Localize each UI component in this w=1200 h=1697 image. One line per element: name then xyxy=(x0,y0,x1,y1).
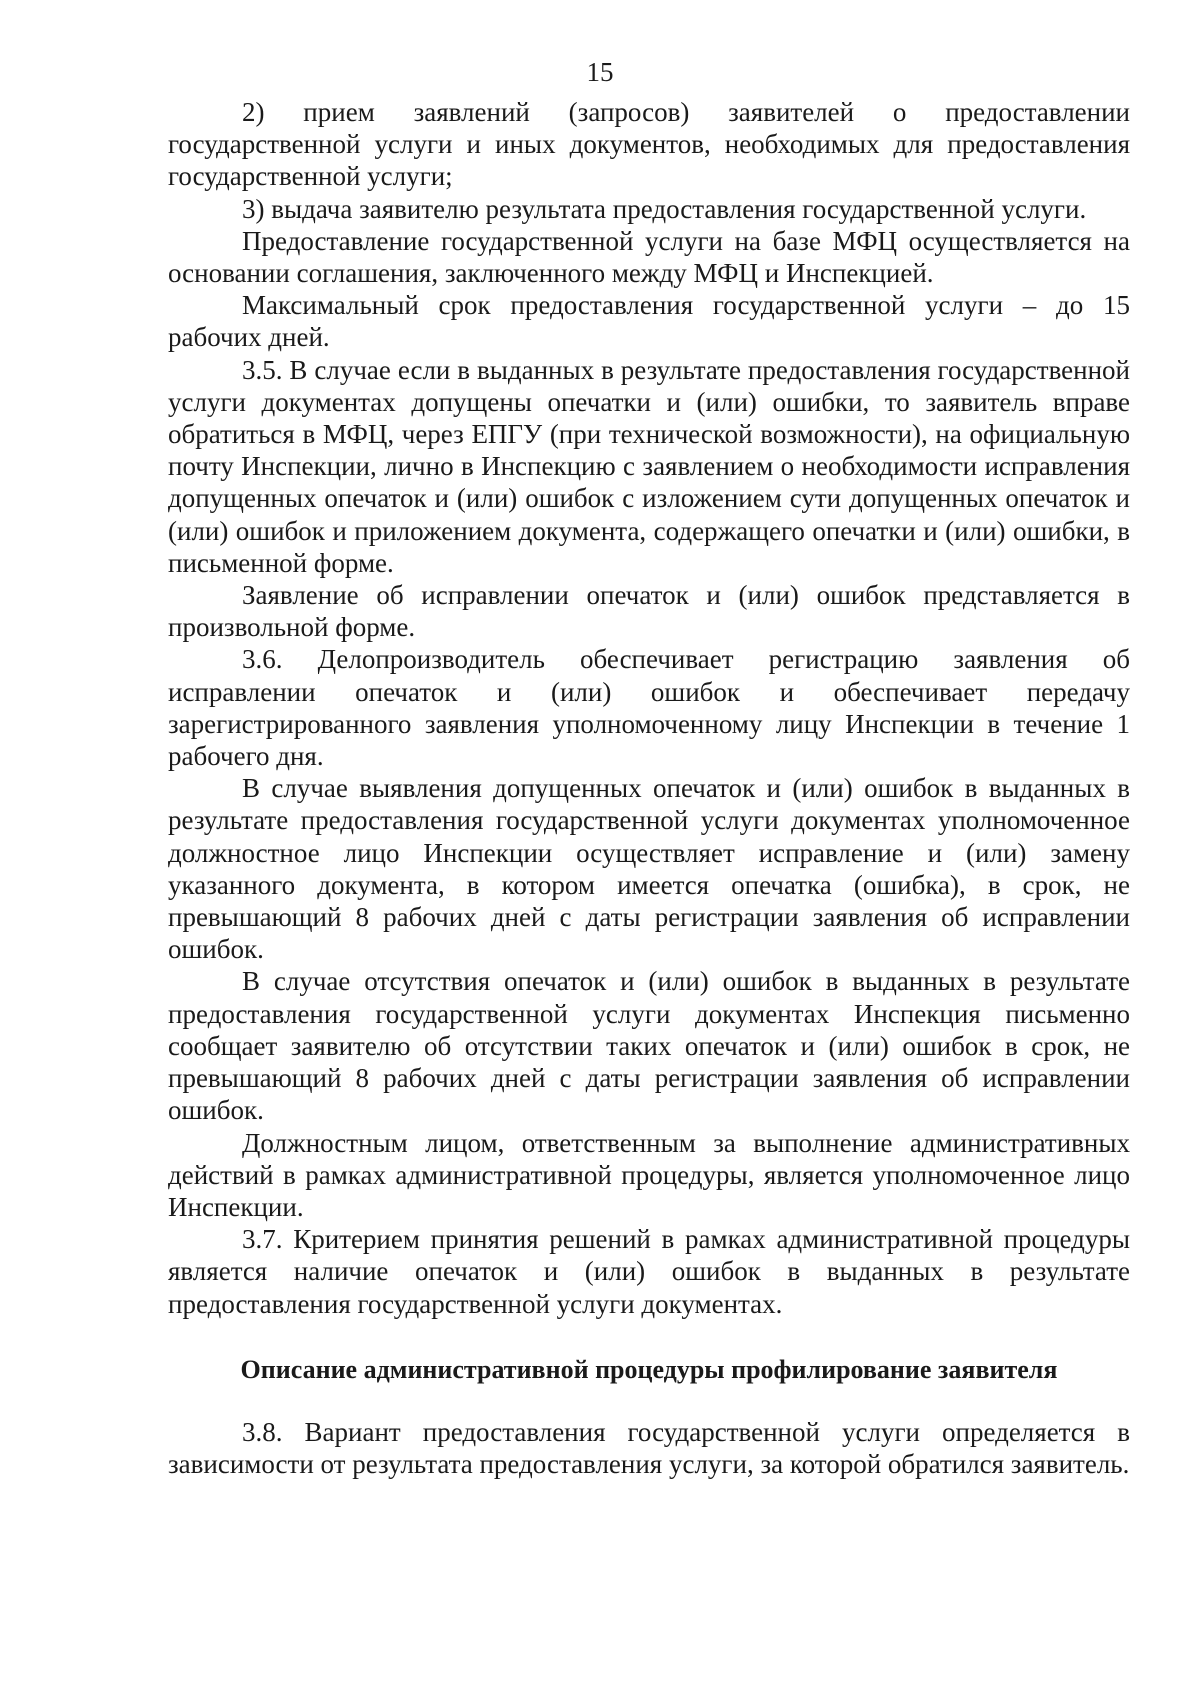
paragraph-mfc-basis: Предоставление государственной услуги на базе МФЦ осуществляется на основании соглашения, заключенного между МФЦ и Инспекцией. xyxy=(168,225,1130,289)
paragraph-max-term: Максимальный срок предоставления государственной услуги – до 15 рабочих дней. xyxy=(168,290,1130,353)
spacer xyxy=(168,1386,1130,1416)
document-body xyxy=(168,96,1130,1480)
paragraph-item-2: 2) прием заявлений (запросов) заявителей о предоставлении государственной услуги и иных документов, необходимых для предоставления государственной услуги; xyxy=(168,97,1130,192)
paragraph-3-6: 3.6. Делопроизводитель обеспечивает регистрацию заявления об исправлении опечаток и (или) ошибок и обеспечивает передачу зарегистрированного заявления уполномоченному лицу Инспекции в течение 1 рабочего дня. xyxy=(168,644,1130,772)
spacer xyxy=(168,1320,1130,1354)
page-number: 15 xyxy=(586,57,614,87)
paragraph-application-form: Заявление об исправлении опечаток и (или) ошибок представляется в произвольной форме. xyxy=(168,580,1130,643)
paragraph-3-8: 3.8. Вариант предоставления государственной услуги определяется в зависимости от результата предоставления услуги, за которой обратился заявитель. xyxy=(168,1416,1130,1479)
paragraph-item-3: 3) выдача заявителю результата предоставления государственной услуги. xyxy=(242,193,1087,224)
paragraph-errors-found: В случае выявления допущенных опечаток и (или) ошибок в выданных в результате предоставления государственной услуги документах уполномоченное должностное лицо Инспекции осуществляет исправление и (или) замену указанного документа, в котором имеется опечатка (ошибка), в срок, не превышающий 8 рабочих дней с даты регистрации заявления об исправлении ошибок. xyxy=(168,773,1130,965)
paragraph-errors-absent: В случае отсутствия опечаток и (или) ошибок в выданных в результате предоставления государственной услуги документах Инспекция письменно сообщает заявителю об отсутствии таких опечаток и (или) ошибок в срок, не превышающий 8 рабочих дней с даты регистрации заявления об исправлении ошибок. xyxy=(168,966,1130,1126)
section-heading: Описание административной процедуры профилирование заявителя xyxy=(240,1354,1058,1384)
paragraph-3-7: 3.7. Критерием принятия решений в рамках административной процедуры является наличие опечаток и (или) ошибок в выданных в результате предоставления государственной услуги документах. xyxy=(168,1224,1130,1319)
paragraph-responsible-official: Должностным лицом, ответственным за выполнение административных действий в рамках административной процедуры, является уполномоченное лицо Инспекции. xyxy=(168,1127,1130,1222)
paragraph-3-5: 3.5. В случае если в выданных в результате предоставления государственной услуги документах допущены опечатки и (или) ошибки, то заявитель вправе обратиться в МФЦ, через ЕПГУ (при технической возможности), на официальную почту Инспекции, лично в Инспекцию с заявлением о необходимости исправления допущенных опечаток и (или) ошибок с изложением сути допущенных опечаток и (или) ошибок и приложением документа, содержащего опечатки и (или) ошибки, в письменной форме. xyxy=(168,354,1130,578)
